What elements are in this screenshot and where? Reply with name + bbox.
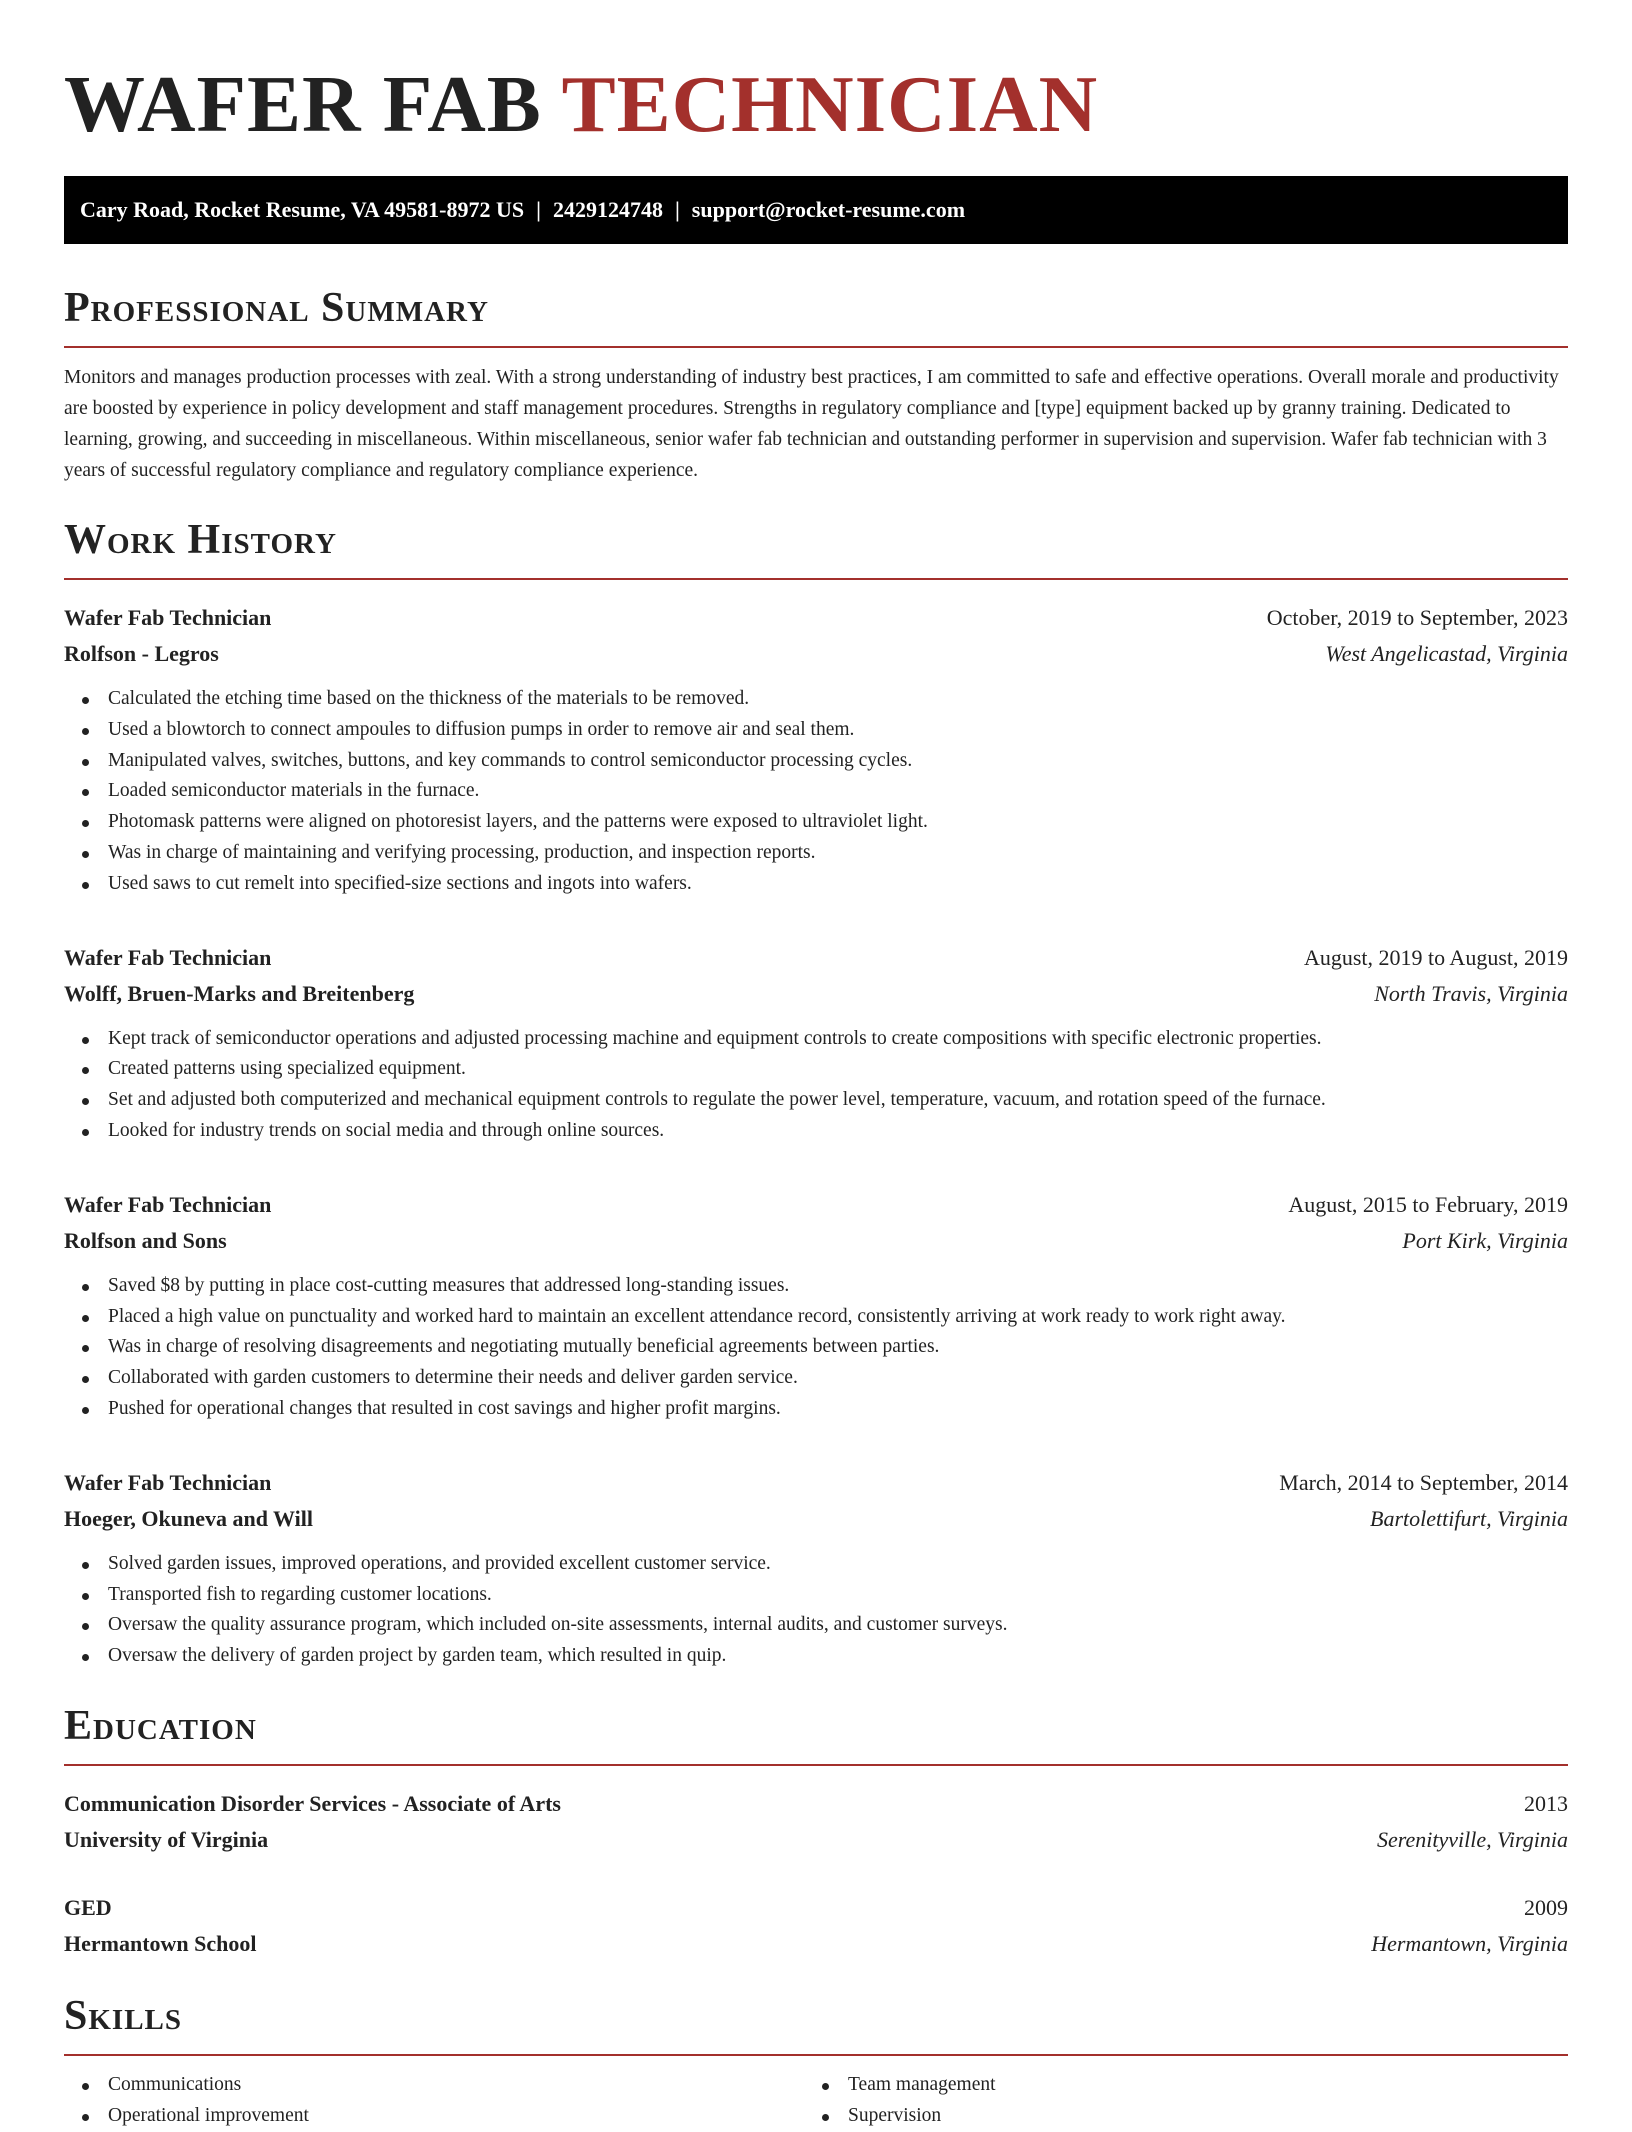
job-header-row xyxy=(64,1465,1568,1501)
education-entry xyxy=(64,1786,1568,1858)
job-company-row xyxy=(64,1223,1568,1259)
job-bullet: Manipulated valves, switches, buttons, and key commands to control semiconductor processing cycles. xyxy=(64,746,1568,777)
job-location: Bartolettifurt, Virginia xyxy=(1370,1505,1568,1531)
education-school: Hermantown School xyxy=(64,1930,257,1956)
education-entry xyxy=(64,1890,1568,1962)
section-divider xyxy=(64,578,1568,580)
job-company: Rolfson - Legros xyxy=(64,641,219,666)
contact-email: support@rocket-resume.com xyxy=(691,197,966,222)
job-bullet: Was in charge of resolving disagreements and negotiating mutually beneficial agreements between parties. xyxy=(64,1332,1568,1363)
work-history-section xyxy=(64,512,1568,1672)
job-title: Wafer Fab Technician xyxy=(64,1469,272,1495)
job-bullet: Transported fish to regarding customer locations. xyxy=(64,1580,1568,1611)
job-bullet: Solved garden issues, improved operations, and provided excellent customer service. xyxy=(64,1549,1568,1580)
job-bullet: Looked for industry trends on social media and through online sources. xyxy=(64,1116,1568,1147)
job-bullet: Calculated the etching time based on the thickness of the materials to be removed. xyxy=(64,684,1568,715)
job-title: Wafer Fab Technician xyxy=(64,944,272,970)
job-bullet: Kept track of semiconductor operations and adjusted processing machine and equipment controls to create compositions with specific electronic properties. xyxy=(64,1024,1568,1055)
job-bullet-list xyxy=(64,1549,1568,1672)
education-section xyxy=(64,1698,1568,1962)
section-title-skills: Skills xyxy=(64,1992,183,2039)
job-dates: August, 2019 to August, 2019 xyxy=(1303,944,1568,970)
resume-content xyxy=(64,56,1568,2132)
summary-section xyxy=(64,280,1568,486)
job-company-row xyxy=(64,976,1568,1012)
job-dates: August, 2015 to February, 2019 xyxy=(1288,1191,1568,1217)
job-bullet: Created patterns using specialized equipment. xyxy=(64,1054,1568,1085)
job-bullet: Loaded semiconductor materials in the furnace. xyxy=(64,776,1568,807)
education-school-row xyxy=(64,1822,1568,1858)
job-title: Wafer Fab Technician xyxy=(64,1191,272,1217)
skill-item: Communications xyxy=(64,2070,804,2101)
name-last: TECHNICIAN xyxy=(561,59,1099,149)
education-school: University of Virginia xyxy=(64,1826,269,1852)
education-degree-row xyxy=(64,1786,1568,1822)
skills-list-right xyxy=(804,2070,1544,2132)
job-location: West Angelicastad, Virginia xyxy=(1325,641,1568,666)
job-bullet: Collaborated with garden customers to determine their needs and deliver garden service. xyxy=(64,1363,1568,1394)
job-bullet: Photomask patterns were aligned on photoresist layers, and the patterns were exposed to ultraviolet light. xyxy=(64,807,1568,838)
job-bullet: Oversaw the quality assurance program, which included on-site assessments, internal audits, and customer surveys. xyxy=(64,1610,1568,1641)
education-school-row xyxy=(64,1926,1568,1962)
skills-section xyxy=(64,1988,1568,2132)
job-entry xyxy=(64,600,1568,900)
job-bullet-list xyxy=(64,1271,1568,1425)
job-company: Hoeger, Okuneva and Will xyxy=(64,1505,313,1531)
job-company: Wolff, Bruen-Marks and Breitenberg xyxy=(64,980,415,1006)
job-bullet-list xyxy=(64,684,1568,900)
job-company-row xyxy=(64,1501,1568,1537)
summary-text: Monitors and manages production processes with zeal. With a strong understanding of industry best practices, I am committed to safe and effective operations. Overall morale and productivity are boosted by experience in policy development and staff management procedures. Strengths in regulatory compliance and [type] equipment backed up by granny training. Dedicated to learning, growing, and succeeding in miscellaneous. Within miscellaneous, senior wafer fab technician and outstanding performer in supervision and supervision. Wafer fab technician with 3 years of successful regulatory compliance and regulatory compliance experience. xyxy=(64,367,1559,481)
job-bullet: Used a blowtorch to connect ampoules to diffusion pumps in order to remove air and seal them. xyxy=(64,715,1568,746)
job-header-row xyxy=(64,940,1568,976)
job-header-row xyxy=(64,1187,1568,1223)
job-location: Port Kirk, Virginia xyxy=(1402,1227,1568,1253)
section-divider xyxy=(64,2054,1568,2056)
job-header-row xyxy=(64,600,1568,636)
job-bullet: Used saws to cut remelt into specified-size sections and ingots into wafers. xyxy=(64,869,1568,900)
section-divider xyxy=(64,346,1568,348)
job-dates: March, 2014 to September, 2014 xyxy=(1279,1469,1568,1495)
contact-phone: 2429124748 xyxy=(552,197,663,222)
job-bullet: Set and adjusted both computerized and mechanical equipment controls to regulate the power level, temperature, vacuum, and rotation speed of the furnace. xyxy=(64,1085,1568,1116)
contact-separator: | xyxy=(536,197,541,222)
job-bullet-list xyxy=(64,1024,1568,1147)
job-entry xyxy=(64,1187,1568,1425)
skills-grid xyxy=(64,2070,1568,2132)
section-title-education: Education xyxy=(64,1702,257,1749)
job-entry xyxy=(64,940,1568,1147)
job-bullet: Oversaw the delivery of garden project by garden team, which resulted in quip. xyxy=(64,1641,1568,1672)
job-title: Wafer Fab Technician xyxy=(64,605,272,630)
job-bullet: Placed a high value on punctuality and worked hard to maintain an excellent attendance record, consistently arriving at work ready to work right away. xyxy=(64,1302,1568,1333)
education-degree: Communication Disorder Services - Associate of Arts xyxy=(64,1790,561,1816)
contact-bar xyxy=(64,176,1568,244)
job-company-row xyxy=(64,636,1568,672)
skill-item: Operational improvement xyxy=(64,2101,804,2132)
skills-list-left xyxy=(64,2070,804,2132)
resume-name xyxy=(64,56,1568,152)
job-entry xyxy=(64,1465,1568,1672)
skill-item: Supervision xyxy=(804,2101,1544,2132)
section-divider xyxy=(64,1764,1568,1766)
name-first: WAFER FAB xyxy=(64,59,542,149)
job-bullet: Was in charge of maintaining and verifying processing, production, and inspection reports. xyxy=(64,838,1568,869)
job-company: Rolfson and Sons xyxy=(64,1227,227,1253)
section-title-work-history: Work History xyxy=(64,517,337,563)
job-bullet: Pushed for operational changes that resulted in cost savings and higher profit margins. xyxy=(64,1394,1568,1425)
job-location: North Travis, Virginia xyxy=(1374,980,1568,1006)
section-title-summary: Professional Summary xyxy=(64,285,489,331)
skill-item: Team management xyxy=(804,2070,1544,2101)
contact-address: Cary Road, Rocket Resume, VA 49581-8972 US xyxy=(80,197,525,222)
job-dates: October, 2019 to September, 2023 xyxy=(1266,605,1568,630)
education-year: 2013 xyxy=(1524,1790,1568,1816)
education-degree: GED xyxy=(64,1894,112,1920)
contact-separator: | xyxy=(674,197,680,222)
education-year: 2009 xyxy=(1524,1894,1568,1920)
education-degree-row xyxy=(64,1890,1568,1926)
education-location: Serenityville, Virginia xyxy=(1376,1826,1568,1852)
job-bullet: Saved $8 by putting in place cost-cutting measures that addressed long-standing issues. xyxy=(64,1271,1568,1302)
education-location: Hermantown, Virginia xyxy=(1371,1930,1568,1956)
